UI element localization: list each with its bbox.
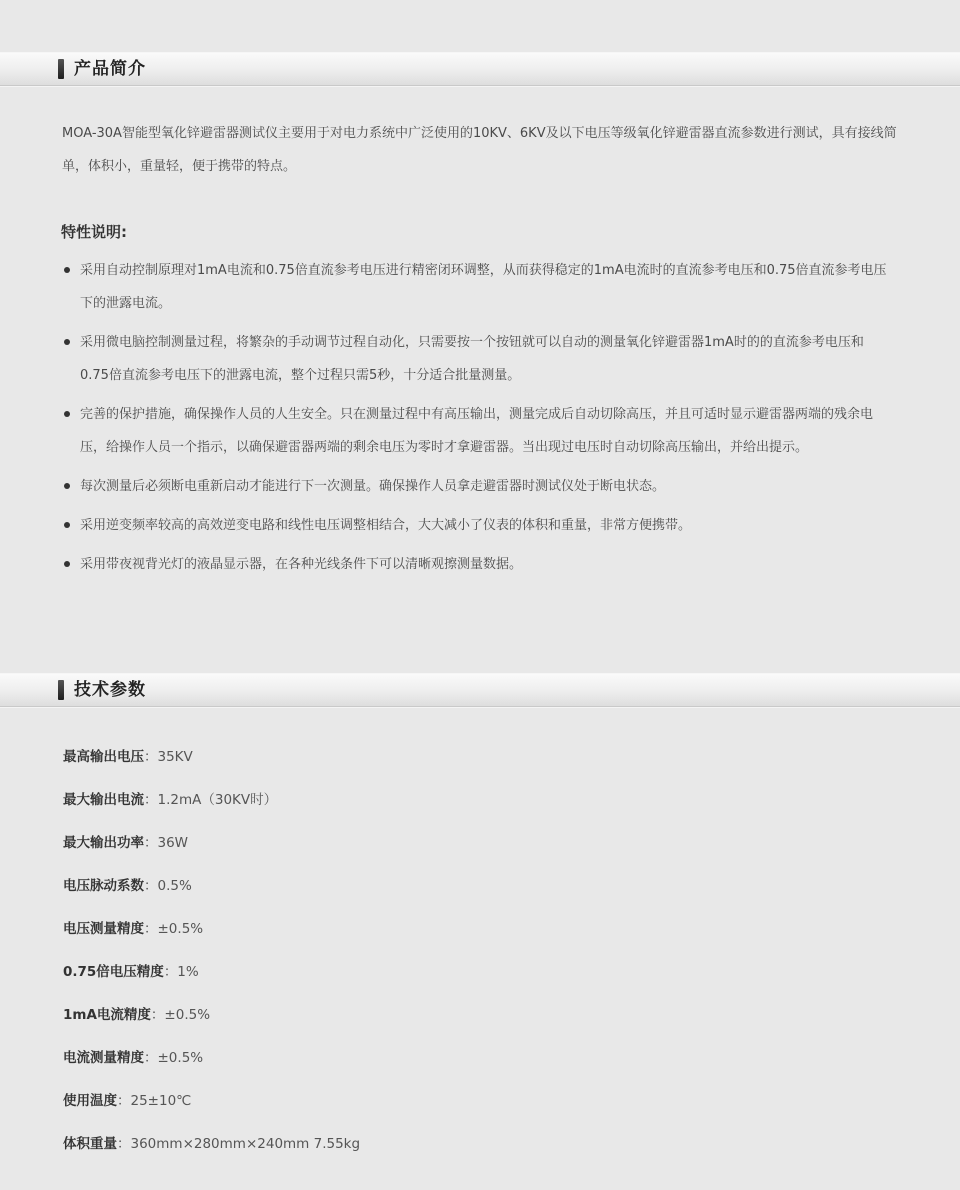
spec-label: 电压测量精度 <box>63 921 144 937</box>
spec-label: 最大输出电流 <box>63 792 144 808</box>
spec-label: 最大输出功率 <box>63 835 144 851</box>
intro-paragraph: MOA-30A智能型氧化锌避雷器测试仪主要用于对电力系统中广泛使用的10KV、6KV及以下电压等级氧化锌避雷器直流参数进行测试，具有接线简单，体积小，重量轻，便于携带的特点。 <box>62 126 897 174</box>
feature-text: 采用逆变频率较高的高效逆变电路和线性电压调整相结合，大大减小了仪表的体积和重量，非常方便携带。 <box>80 518 692 533</box>
spec-value: ：0.5% <box>144 878 192 894</box>
feature-item <box>62 326 892 392</box>
spec-value: ：±0.5% <box>144 1050 204 1066</box>
feature-item <box>62 470 892 503</box>
bullet-icon <box>64 483 70 489</box>
spec-value: ：35KV <box>144 749 193 765</box>
bullet-icon <box>64 267 70 273</box>
feature-item <box>62 254 892 320</box>
feature-text: 采用带夜视背光灯的液晶显示器，在各种光线条件下可以清晰观擦测量数据。 <box>80 557 523 572</box>
header-bar-marker <box>58 59 64 79</box>
spec-row-size-weight <box>63 1123 903 1166</box>
spec-row-max-output-voltage <box>63 736 903 779</box>
feature-item <box>62 548 892 581</box>
spec-row-voltage-accuracy <box>63 908 903 951</box>
spec-row-max-output-current <box>63 779 903 822</box>
spec-value: ：±0.5% <box>150 1007 211 1023</box>
spec-row-075-voltage-accuracy <box>63 951 903 994</box>
spec-row-max-output-power <box>63 822 903 865</box>
spec-value: ：1% <box>163 964 199 980</box>
spec-row-ripple-factor <box>63 865 903 908</box>
features-list <box>62 254 892 587</box>
spec-row-operating-temperature <box>63 1080 903 1123</box>
spec-label: 使用温度 <box>63 1093 117 1109</box>
feature-text: 每次测量后必须断电重新启动才能进行下一次测量。确保操作人员拿走避雷器时测试仪处于断电状态。 <box>80 479 666 494</box>
spec-row-current-accuracy <box>63 1037 903 1080</box>
spec-label: 体积重量 <box>63 1136 117 1152</box>
spec-label: 最高输出电压 <box>63 749 144 765</box>
feature-text: 完善的保护措施，确保操作人员的人生安全。只在测量过程中有高压输出，测量完成后自动切除高压，并且可适时显示避雷器两端的残余电压，给操作人员一个指示，以确保避雷器两端的剩余电压为零时才拿避雷器。当出现过电压时自动切除高压输出，并给出提示。 <box>80 407 874 455</box>
features-title: 特性说明: <box>61 223 127 241</box>
spec-value: ：±0.5% <box>144 921 204 937</box>
feature-text: 采用微电脑控制测量过程，将繁杂的手动调节过程自动化，只需要按一个按钮就可以自动的测量氧化锌避雷器1mA时的的直流参考电压和0.75倍直流参考电压下的泄露电流，整个过程只需5秒，十分适合批量测量。 <box>80 335 864 383</box>
spec-label: 0.75倍电压精度 <box>63 964 164 980</box>
bullet-icon <box>64 411 70 417</box>
spec-value: ：25±10℃ <box>117 1093 192 1109</box>
spec-label: 电压脉动系数 <box>63 878 144 894</box>
spec-row-1ma-current-accuracy <box>63 994 903 1037</box>
spec-value: ：1.2mA（30KV时） <box>144 792 278 808</box>
header-bar-marker <box>58 680 64 700</box>
specs-section-title: 技术参数 <box>74 680 146 700</box>
intro-section-title: 产品简介 <box>74 59 146 79</box>
specs-list <box>63 736 903 1166</box>
bullet-icon <box>64 522 70 528</box>
specs-section-header <box>0 673 960 707</box>
feature-item <box>62 398 892 464</box>
bullet-icon <box>64 339 70 345</box>
feature-text: 采用自动控制原理对1mA电流和0.75倍直流参考电压进行精密闭环调整，从而获得稳定的1mA电流时的直流参考电压和0.75倍直流参考电压下的泄露电流。 <box>80 263 887 311</box>
intro-section-header <box>0 52 960 86</box>
bullet-icon <box>64 561 70 567</box>
spec-label: 电流测量精度 <box>63 1050 144 1066</box>
feature-item <box>62 509 892 542</box>
spec-value: ：360mm×280mm×240mm 7.55kg <box>117 1136 361 1152</box>
spec-label: 1mA电流精度 <box>63 1007 151 1023</box>
spec-value: ：36W <box>144 835 189 851</box>
